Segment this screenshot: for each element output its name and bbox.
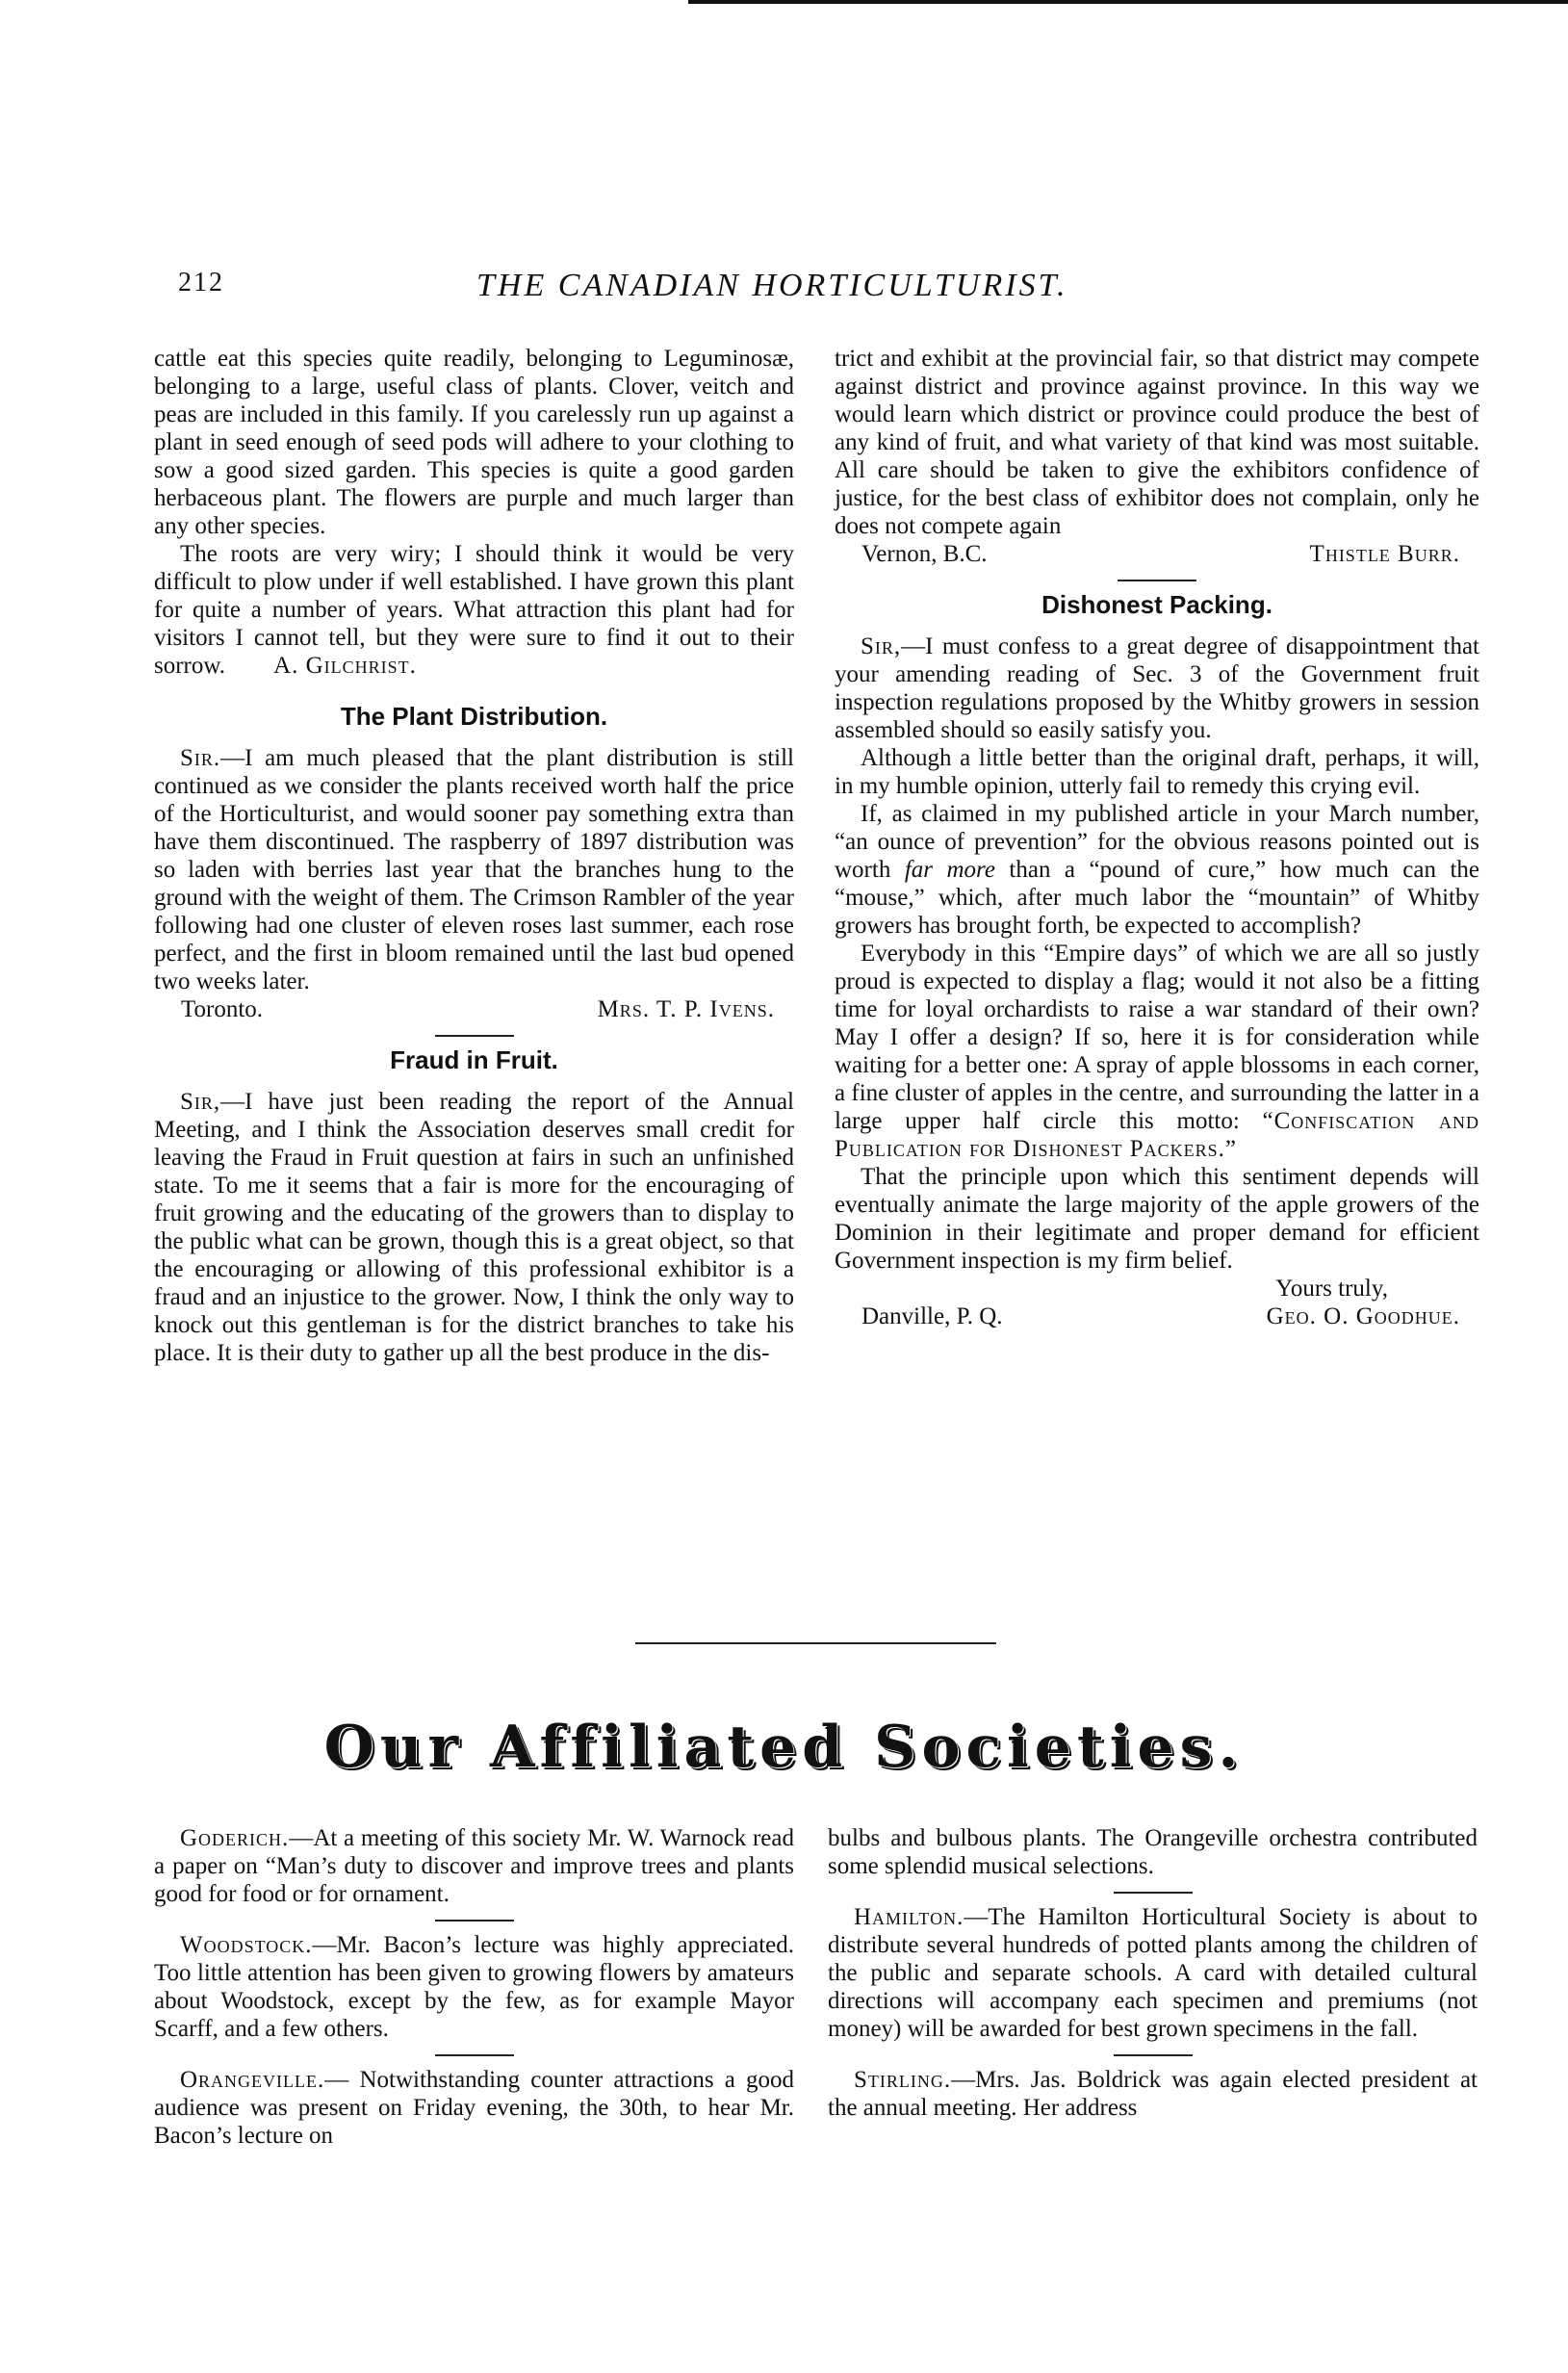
paragraph: trict and exhibit at the provincial fair, so that district may compete against district and province against province. In this way we would learn which district or province could produce the best of any kind of fruit, and what variety of that kind was most suitable. All care should be taken to give the exhibitors confidence of justice, for the best class of exhibitor does not complain, only he does not compete again bbox=[835, 346, 1479, 539]
signature-line bbox=[835, 1303, 1479, 1330]
column-left-top bbox=[154, 345, 794, 1367]
paragraph-text: —I am much pleased that the plant distribution is still continued as we consider the plants received worth half the price of the Horticulturist, and would sooner pay something extra than have them discontinued. The raspberry of 1897 distribution was so laden with berries last year that the branches hung to the ground with the weight of them. The Crimson Rambler of the year following had one cluster of eleven roses last summer, each rose perfect, and the first in bloom remained until the last bud opened two weeks later. bbox=[154, 745, 794, 994]
report-text: —Mrs. Jas. Boldrick was again elected president at the annual meeting. Her address bbox=[828, 2067, 1478, 2121]
signature: A. Gilchrist. bbox=[273, 653, 417, 679]
signature: Geo. O. Goodhue. bbox=[1266, 1303, 1460, 1329]
paragraph bbox=[154, 1088, 794, 1367]
place: Toronto. bbox=[181, 996, 264, 1022]
paragraph bbox=[835, 940, 1479, 1163]
section-rule bbox=[435, 2054, 514, 2056]
article-heading: Fraud in Fruit. bbox=[390, 1045, 558, 1074]
paragraph bbox=[154, 540, 794, 680]
section-divider bbox=[635, 1642, 996, 1644]
section-rule bbox=[435, 1035, 514, 1037]
column-right-bottom bbox=[828, 1824, 1478, 2122]
letter-closing: Yours truly, bbox=[1275, 1276, 1388, 1302]
column-left-bottom bbox=[154, 1824, 794, 2150]
section-rule bbox=[435, 1920, 514, 1922]
society-name: Woodstock. bbox=[180, 1932, 313, 1958]
place: Danville, P. Q. bbox=[861, 1303, 1003, 1329]
salutation: Sir, bbox=[180, 1089, 221, 1115]
paragraph: cattle eat this species quite readily, belonging to Leguminosæ, belonging to a large, useful class of plants. Clover, veitch and peas are included in this family. If you carelessly run up against a plant in seed enough of seed pods will adhere to your clothing to sow a good sized garden. This species is quite a good garden herbaceous plant. The flowers are purple and much larger than any other species. bbox=[154, 346, 794, 539]
report-text: —At a meeting of this society Mr. W. Warnock read a paper on “Man’s duty to discover and improve trees and plants good for food or for ornament. bbox=[154, 1825, 794, 1907]
signature-line bbox=[154, 995, 794, 1023]
society-report bbox=[154, 1931, 794, 2043]
paragraph: That the principle upon which this sentiment depends will eventually animate the large majority of the apple growers of the Dominion in their legitimate and proper demand for efficient Government inspection is my firm belief. bbox=[835, 1164, 1479, 1274]
society-report bbox=[154, 1824, 794, 1908]
salutation: Sir. bbox=[180, 745, 221, 771]
salutation: Sir, bbox=[861, 633, 902, 659]
paragraph-text: than a “pound of cure,” how much can the “mouse,” which, after much labor the “mountain” of Whitby growers has brought forth, be expected to accomplish? bbox=[835, 857, 1479, 939]
paragraph: Although a little better than the original draft, perhaps, it will, in my humble opinion, utterly fail to remedy this crying evil. bbox=[835, 745, 1479, 799]
signature-line bbox=[835, 540, 1479, 568]
place: Vernon, B.C. bbox=[861, 541, 988, 567]
section-rule bbox=[1114, 1892, 1193, 1894]
paragraph-text: Everybody in this “Empire days” of which we are all so justly proud is expected to display a flag; would it not also be a fitting time for loyal orchardists to raise a war standard of their own? May I offer a design? If so, here it is for consideration while waiting for a better one: A spray of apple blossoms in each corner, a fine cluster of apples in the centre, and surrounding the latter in a large upper half circle this motto: bbox=[835, 941, 1479, 1134]
society-name: Orangeville. bbox=[180, 2067, 325, 2093]
section-title-text: Our Affiliated Societies. bbox=[323, 1714, 1245, 1781]
paragraph-text: If, as claimed in my published article in your March number, “an ounce of prevention” for the obvious reasons pointed out is worth bbox=[835, 801, 1479, 883]
paragraph bbox=[835, 632, 1479, 744]
section-rule bbox=[1118, 580, 1196, 581]
motto: “Confiscation and Publication for Dishonest Packers.” bbox=[835, 1108, 1479, 1162]
society-report bbox=[154, 2066, 794, 2150]
paragraph-text: The roots are very wiry; I should think it would be very difficult to plow under if well established. I have grown this plant for quite a number of years. What attraction this plant had for visitors I cannot tell, but they were sure to find it out to their sorrow. bbox=[154, 541, 794, 679]
section-title bbox=[0, 1714, 1568, 1781]
paragraph bbox=[835, 800, 1479, 940]
paragraph-text: —I must confess to a great degree of disappointment that your amending reading of Sec. 3 of the Government fruit inspection regulations proposed by the Whitby growers in session assembled should so easily satisfy you. bbox=[835, 633, 1479, 743]
article-heading: The Plant Distribution. bbox=[340, 702, 608, 731]
society-report bbox=[828, 1903, 1478, 2043]
paragraph bbox=[154, 744, 794, 995]
emphasis: far more bbox=[904, 857, 995, 883]
society-name: Goderich. bbox=[180, 1825, 290, 1851]
signature: Mrs. T. P. Ivens. bbox=[597, 996, 775, 1022]
society-report bbox=[828, 2066, 1478, 2122]
signature: Thistle Burr. bbox=[1309, 541, 1460, 567]
paragraph-text: —I have just been reading the report of the Annual Meeting, and I think the Association deserves small credit for leaving the Fraud in Fruit question at fairs in such an unfinished state. To me it seems that a fair is more for the encouraging of fruit growing and the educating of the growers than to display to the public what can be grown, though this is a great object, so that the encouraging or allowing of this professional exhibitor is a fraud and an injustice to the grower. Now, I think the only way to knock out this gentleman is for the district branches to take his place. It is their duty to gather up all the best produce in the dis- bbox=[154, 1089, 794, 1366]
report-text: —The Hamilton Horticultural Society is about to distribute several hundreds of potted plants among the children of the public and separate schools. A card with detailed cultural directions will accompany each specimen and premiums (not money) will be awarded for best grown specimens in the fall. bbox=[828, 1904, 1478, 2042]
report-text: —Mr. Bacon’s lecture was highly appreciated. Too little attention has been given to growing flowers by amateurs about Woodstock, except by the few, as for example Mayor Scarff, and a few others. bbox=[154, 1932, 794, 2042]
society-name: Stirling. bbox=[854, 2067, 952, 2093]
society-report-continued: bulbs and bulbous plants. The Orangeville orchestra contributed some splendid musical selections. bbox=[828, 1825, 1478, 1879]
section-rule bbox=[1114, 2054, 1193, 2056]
page-number: 212 bbox=[178, 268, 224, 297]
top-border-rule bbox=[688, 0, 1568, 4]
page-header bbox=[178, 268, 1473, 306]
article-heading: Dishonest Packing. bbox=[1041, 590, 1272, 619]
running-title: THE CANADIAN HORTICULTURIST. bbox=[476, 268, 1068, 303]
society-name: Hamilton. bbox=[854, 1904, 964, 1930]
column-right-top bbox=[835, 345, 1479, 1330]
report-text: — Notwithstanding counter attractions a good audience was present on Friday evening, the 30th, to hear Mr. Bacon’s lecture on bbox=[154, 2067, 794, 2149]
